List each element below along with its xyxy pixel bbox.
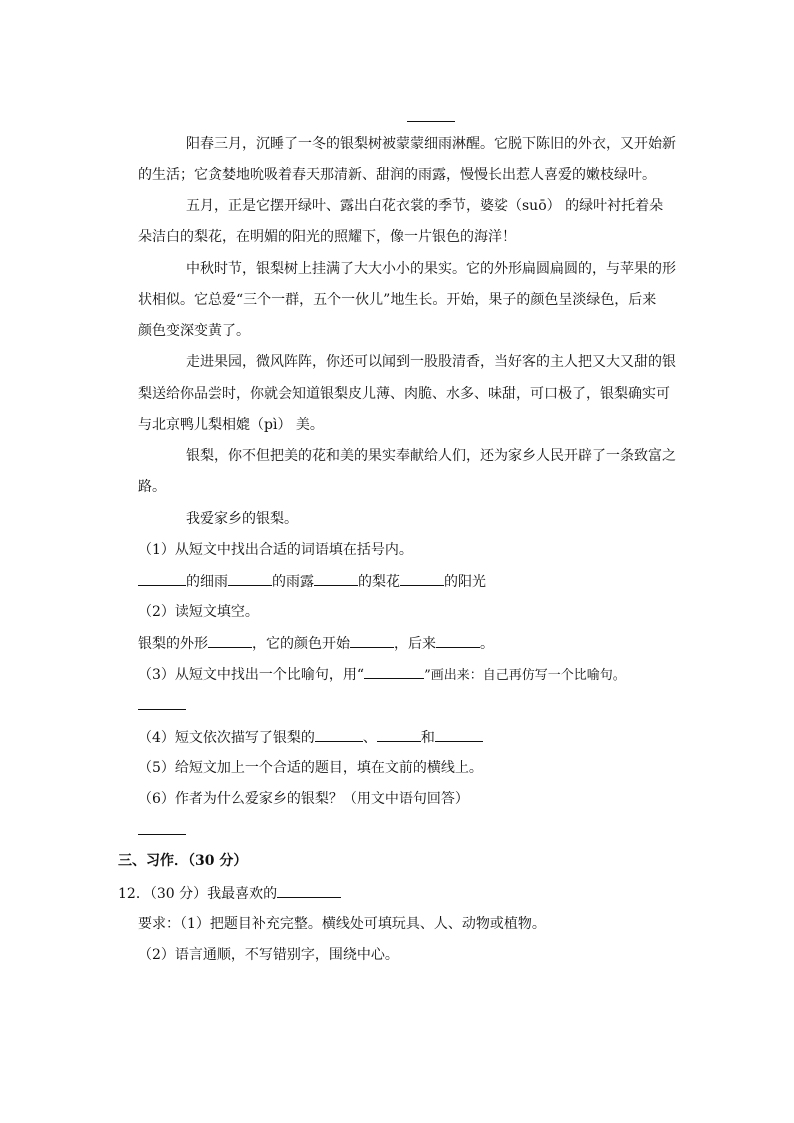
fill-label: ，后来	[394, 636, 436, 652]
fill-blank[interactable]	[400, 571, 444, 586]
question-6: （6）作者为什么爱家乡的银梨？（用文中语句回答）	[138, 791, 469, 807]
question-2-fill-row	[138, 633, 494, 654]
title-blank[interactable]	[407, 107, 455, 128]
fill-blank[interactable]	[435, 727, 483, 742]
passage-p3-line3: 颜色变深变黄了。	[138, 323, 250, 339]
passage-p4-line1: 走进果园，微风阵阵，你还可以闻到一股股清香，当好客的主人把又大又甜的银	[186, 354, 676, 370]
question-4	[138, 727, 483, 748]
fill-blank[interactable]	[208, 633, 252, 648]
question-5: （5）给短文加上一个合适的题目，填在文前的横线上。	[138, 760, 483, 776]
question-2: （2）读短文填空。	[138, 604, 259, 620]
passage-p5-line1: 银梨，你不但把美的花和美的果实奉献给人们，还为家乡人民开辟了一条致富之	[186, 448, 676, 464]
passage-p2-line1: 五月，正是它摆开绿叶、露出白花衣裳的季节，婆娑（suō） 的绿叶衬托着朵	[186, 198, 664, 214]
fill-label: 。	[480, 636, 494, 652]
fill-label: 的阳光	[444, 574, 486, 590]
passage-p4-line2: 梨送给你品尝时，你就会知道银梨皮儿薄、肉脆、水多、味甜，可口极了，银梨确实可	[138, 386, 670, 402]
passage-p6: 我爱家乡的银梨。	[186, 511, 298, 527]
passage-p3-line2: 状相似。它总爱“三个一群，五个一伙儿”地生长。开始，果子的颜色呈淡绿色，后来	[138, 292, 657, 308]
passage-p2-line2: 朵洁白的梨花，在明媚的阳光的照耀下，像一片银色的海洋！	[138, 229, 516, 245]
question-3-text-a: （3）从短文中找出一个比喻句，用“	[138, 667, 365, 683]
fill-blank[interactable]	[228, 571, 272, 586]
section-3-heading: 三、习作．（30 分）	[118, 853, 248, 869]
passage-p4-line3: 与北京鸭儿梨相媲（pì） 美。	[138, 417, 324, 433]
fill-label: 的雨露	[272, 574, 314, 590]
question-6-answer-blank[interactable]	[138, 820, 186, 841]
question-12	[118, 883, 341, 904]
fill-blank[interactable]	[314, 571, 358, 586]
passage-p5-line2: 路。	[138, 479, 166, 495]
passage-p1-line1: 阳春三月，沉睡了一冬的银梨树被蒙蒙细雨淋醒。它脱下陈旧的外衣，又开始新	[186, 136, 676, 152]
fill-blank[interactable]	[138, 571, 186, 586]
passage-p3-line1: 中秋时节，银梨树上挂满了大大小小的果实。它的外形扁圆扁圆的，与苹果的形	[186, 261, 676, 277]
fill-blank[interactable]	[364, 664, 424, 679]
question-4-text-a: （4）短文依次描写了银梨的	[138, 730, 315, 746]
fill-blank[interactable]	[377, 727, 421, 742]
fill-label: 的细雨	[186, 574, 228, 590]
fill-label: 的梨花	[358, 574, 400, 590]
passage-p1-line2: 的生活；它贪婪地吮吸着春天那清新、甜润的雨露，慢慢长出惹人喜爱的嫩枝绿叶。	[138, 167, 656, 183]
requirement-2: （2）语言通顺，不写错别字，围绕中心。	[138, 947, 399, 963]
title-fill-blank[interactable]	[277, 883, 341, 898]
question-3-text-b: ”画出来：自己再仿写一个比喻句。	[424, 668, 626, 683]
question-12-text: 12．（30 分）我最喜欢的	[118, 886, 278, 902]
question-1: （1）从短文中找出合适的词语填在括号内。	[138, 542, 413, 558]
fill-label: 银梨的外形	[138, 636, 208, 652]
fill-blank[interactable]	[350, 633, 394, 648]
fill-blank[interactable]	[315, 727, 363, 742]
requirement-1: 要求：（1）把题目补充完整。横线处可填玩具、人、动物或植物。	[138, 916, 546, 932]
fill-label: ，它的颜色开始	[252, 636, 350, 652]
question-3-answer-blank[interactable]	[138, 695, 186, 716]
question-4-text-c: 和	[420, 730, 435, 746]
fill-blank[interactable]	[436, 633, 480, 648]
question-1-fill-row	[138, 571, 486, 592]
question-3	[138, 664, 626, 686]
question-4-text-b: 、	[362, 730, 377, 746]
